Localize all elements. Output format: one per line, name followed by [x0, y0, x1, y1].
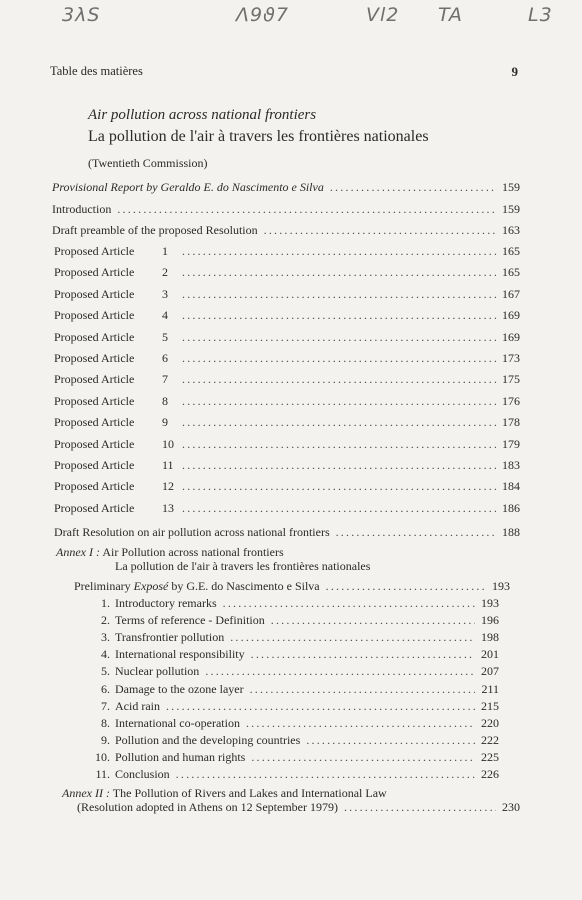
toc-entry-page: 163 — [502, 223, 520, 237]
item-number: 3. — [101, 630, 110, 645]
article-label: Proposed Article — [54, 329, 135, 344]
section-title-english: Air pollution across national frontiers — [88, 107, 317, 123]
toc-entry-page: 222 — [481, 732, 499, 747]
leader-dots — [182, 330, 496, 345]
article-number: 7 — [162, 372, 168, 387]
leader-dots — [330, 180, 496, 195]
leader-dots — [182, 501, 496, 516]
toc-entry-article — [54, 287, 520, 303]
toc-entry-page: 207 — [481, 664, 499, 679]
toc-entry-page: 186 — [502, 500, 520, 515]
handwritten-note-year: Λ9ϑ7 — [236, 4, 289, 26]
leader-dots — [182, 351, 496, 366]
article-label: Proposed Article — [54, 244, 135, 258]
toc-entry-page: 183 — [502, 458, 520, 472]
toc-entry-page: 193 — [481, 596, 499, 610]
leader-dots — [271, 613, 475, 628]
toc-entry-annex-item — [88, 613, 499, 629]
leader-dots — [251, 750, 475, 765]
toc-entry-page: 215 — [481, 698, 499, 713]
article-number: 4 — [162, 308, 168, 323]
article-number: 5 — [162, 329, 168, 344]
item-label: Conclusion — [115, 767, 170, 781]
article-number: 6 — [162, 351, 168, 365]
annex-2-heading — [62, 786, 387, 800]
toc-entry-annex-item — [88, 733, 499, 749]
article-number: 13 — [162, 500, 174, 515]
leader-dots — [223, 596, 475, 611]
item-number: 7. — [101, 698, 110, 713]
expose-label-post: by G.E. do Nascimento e Silva — [168, 579, 320, 593]
toc-entry-article — [54, 458, 520, 474]
article-label: Proposed Article — [54, 479, 135, 494]
toc-entry-annex-item — [88, 630, 499, 646]
toc-entry-label: Draft Resolution on air pollution across national frontiers — [54, 525, 330, 539]
toc-entry-page: 196 — [481, 613, 499, 628]
annex-2-subtitle: (Resolution adopted in Athens on 12 September 1979) — [77, 800, 338, 814]
header-page-number: 9 — [511, 64, 518, 79]
article-number: 1 — [162, 244, 168, 258]
toc-entry-article — [54, 244, 520, 260]
toc-entry-page: 175 — [502, 372, 520, 387]
item-number: 9. — [101, 732, 110, 747]
leader-dots — [264, 223, 496, 238]
handwritten-note-l3: L3 — [528, 4, 553, 26]
annex-1-title-en: Air Pollution across national frontiers — [102, 545, 284, 559]
item-number: 5. — [101, 664, 110, 679]
expose-label-pre: Preliminary — [74, 579, 134, 593]
toc-entry-article — [54, 479, 520, 495]
article-label: Proposed Article — [54, 500, 135, 515]
toc-entry-annex-item — [88, 682, 499, 698]
item-number: 6. — [101, 681, 110, 696]
item-number: 11. — [95, 767, 110, 781]
toc-entry-article — [54, 351, 520, 367]
article-number: 10 — [162, 436, 174, 451]
article-label: Proposed Article — [54, 436, 135, 451]
toc-entry-annex-2 — [77, 800, 520, 816]
item-label: Transfrontier pollution — [115, 630, 225, 645]
article-number: 11 — [162, 458, 174, 472]
toc-entry-annex-item — [88, 716, 499, 732]
annex-1-heading — [56, 545, 370, 573]
toc-entry-page: 188 — [502, 525, 520, 539]
leader-dots — [182, 479, 496, 494]
article-label: Proposed Article — [54, 458, 135, 472]
leader-dots — [205, 664, 475, 679]
toc-entry-label: Introduction — [52, 202, 112, 216]
leader-dots — [344, 800, 496, 815]
leader-dots — [182, 372, 496, 387]
leader-dots — [246, 716, 475, 731]
toc-entry — [52, 202, 520, 218]
article-label: Proposed Article — [54, 308, 135, 323]
item-label: Acid rain — [115, 698, 160, 713]
leader-dots — [182, 437, 496, 452]
toc-entry-page: 230 — [502, 800, 520, 814]
item-label: Damage to the ozone layer — [115, 681, 244, 696]
toc-entry-draft-resolution — [54, 525, 520, 541]
toc-entry-annex-item — [88, 596, 499, 612]
leader-dots — [336, 525, 496, 540]
toc-entry — [52, 180, 520, 196]
item-label: International responsibility — [115, 647, 245, 662]
toc-entry-page: 201 — [481, 647, 499, 662]
leader-dots — [166, 699, 475, 714]
toc-entry-article — [54, 265, 520, 281]
leader-dots — [117, 202, 496, 217]
leader-dots — [182, 287, 496, 302]
toc-entry-page: 167 — [502, 286, 520, 301]
item-label: Pollution and human rights — [115, 749, 246, 764]
leader-dots — [176, 767, 475, 782]
toc-entry-page: 159 — [502, 202, 520, 216]
toc-entry-label: Draft preamble of the proposed Resolution — [52, 223, 258, 237]
leader-dots — [182, 394, 496, 409]
toc-entry-article — [54, 330, 520, 346]
section-title-french: La pollution de l'air à travers les frontières nationales — [88, 128, 429, 145]
leader-dots — [250, 682, 475, 697]
annex-2-title: The Pollution of Rivers and Lakes and International Law — [112, 786, 387, 800]
toc-entry-annex-item — [88, 750, 499, 766]
item-label: Nuclear pollution — [115, 664, 200, 679]
header-title: Table des matières — [50, 64, 143, 78]
leader-dots — [230, 630, 475, 645]
leader-dots — [306, 733, 475, 748]
leader-dots — [182, 265, 496, 280]
toc-entry-page: 211 — [481, 681, 499, 696]
article-label: Proposed Article — [54, 351, 135, 365]
leader-dots — [182, 308, 496, 323]
toc-entry-article — [54, 372, 520, 388]
item-label: Terms of reference - Definition — [115, 613, 265, 628]
handwritten-note-left: 3λS — [62, 4, 101, 26]
item-label: Pollution and the developing countries — [115, 732, 301, 747]
toc-entry-page: 165 — [502, 265, 520, 280]
toc-entry-page: 193 — [492, 579, 510, 593]
annex-1-prefix: Annex I : — [56, 545, 100, 559]
leader-dots — [182, 415, 496, 430]
toc-entry-article — [54, 394, 520, 410]
toc-entry-page: 169 — [502, 329, 520, 344]
item-label: International co-operation — [115, 715, 240, 730]
item-number: 4. — [101, 647, 110, 662]
toc-entry-page: 178 — [502, 415, 520, 430]
item-number: 2. — [101, 613, 110, 628]
article-label: Proposed Article — [54, 415, 135, 430]
article-label: Proposed Article — [54, 286, 135, 301]
article-number: 2 — [162, 265, 168, 280]
leader-dots — [182, 458, 496, 473]
toc-entry-label: Provisional Report by Geraldo E. do Nascimento e Silva — [52, 180, 324, 194]
article-number: 9 — [162, 415, 168, 430]
toc-entry-annex-item — [88, 699, 499, 715]
toc-entry-page: 226 — [481, 767, 499, 781]
toc-entry-article — [54, 308, 520, 324]
annex-2-prefix: Annex II : — [62, 786, 110, 800]
toc-entry-article — [54, 415, 520, 431]
toc-entry-article — [54, 501, 520, 517]
toc-entry-page: 225 — [481, 749, 499, 764]
toc-entry — [52, 223, 520, 239]
article-label: Proposed Article — [54, 393, 135, 408]
leader-dots — [182, 244, 496, 259]
article-label: Proposed Article — [54, 265, 135, 280]
toc-entry-page: 159 — [502, 180, 520, 194]
toc-entry-page: 173 — [502, 351, 520, 365]
item-number: 8. — [101, 715, 110, 730]
toc-entry-article — [54, 437, 520, 453]
toc-entry-annex-item — [88, 767, 499, 783]
toc-entry-annex-item — [88, 664, 499, 680]
item-label: Introductory remarks — [115, 596, 217, 610]
leader-dots — [326, 579, 486, 594]
article-number: 12 — [162, 479, 174, 494]
article-number: 3 — [162, 286, 168, 301]
toc-entry-page: 198 — [481, 630, 499, 645]
toc-entry-page: 169 — [502, 308, 520, 323]
commission-label: (Twentieth Commission) — [88, 156, 208, 170]
toc-entry-page: 165 — [502, 244, 520, 258]
annex-1-title-fr: La pollution de l'air à travers les frontières nationales — [115, 559, 371, 573]
handwritten-note-volume: Vl2 — [366, 4, 400, 26]
article-label: Proposed Article — [54, 372, 135, 387]
toc-entry-page: 220 — [481, 715, 499, 730]
toc-entry-page: 184 — [502, 479, 520, 494]
article-number: 8 — [162, 393, 168, 408]
toc-entry-page: 179 — [502, 436, 520, 451]
handwritten-note-ta: TA — [438, 4, 463, 26]
expose-label-italic: Exposé — [133, 579, 169, 593]
running-header — [50, 64, 518, 79]
item-number: 1. — [101, 596, 110, 610]
item-number: 10. — [95, 749, 110, 764]
toc-entry-page: 176 — [502, 393, 520, 408]
toc-entry-annex-item — [88, 647, 499, 663]
toc-entry-expose — [74, 579, 510, 595]
leader-dots — [251, 647, 475, 662]
